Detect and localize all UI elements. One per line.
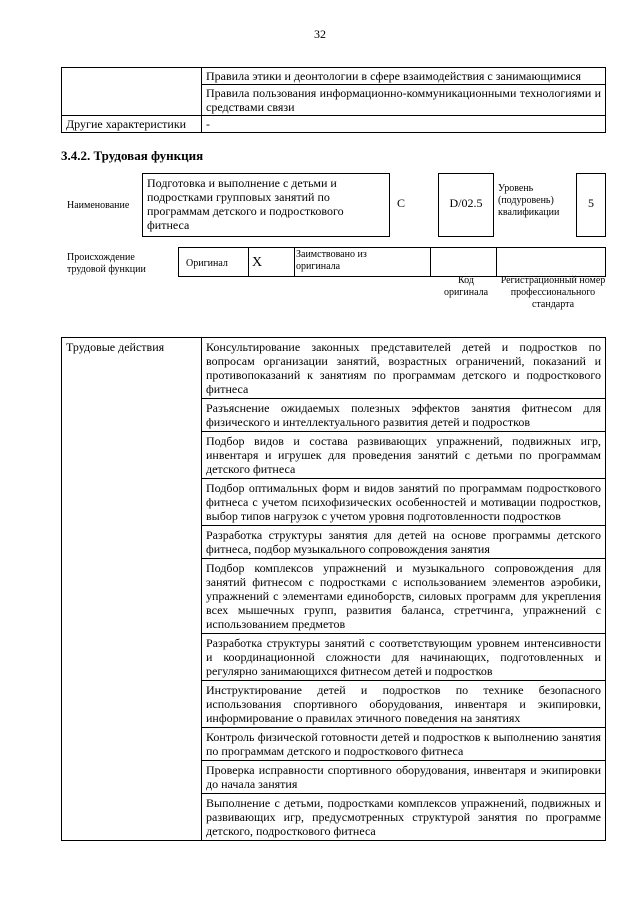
code-letter: C	[397, 196, 406, 210]
labor-action-item: Инструктирование детей и подростков по технике безопасного использования спортивного оборудования, инвентаря и экипировки, информирование о правилах этичного поведения на занятиях	[202, 681, 606, 728]
page-number: 32	[314, 27, 326, 41]
labor-actions-table	[61, 337, 606, 841]
labor-action-item: Разъяснение ожидаемых полезных эффектов занятия фитнесом для физического и интеллектуального развития детей и подростков	[202, 399, 606, 432]
table-row	[62, 338, 606, 399]
table-cell-label	[62, 85, 202, 116]
origin-mark: X	[252, 255, 263, 270]
origin-cell-code	[431, 248, 497, 276]
labor-action-item: Проверка исправности спортивного оборудования, инвентаря и экипировки до начала занятия	[202, 761, 606, 794]
labor-action-item: Разработка структуры занятий с соответствующим уровнем интенсивности и координационной сложности для начинающих, подготовленных и регулярно занимающихся фитнесом детей и подростков	[202, 634, 606, 681]
table-cell-value: Правила пользования информационно-коммуникационными технологиями и средствами связи	[202, 85, 606, 116]
table-row	[62, 116, 606, 133]
level-value-box: 5	[576, 173, 606, 237]
table-row	[62, 85, 606, 116]
table-cell-value: Правила этики и деонтологии в сфере взаимодействия с занимающимися	[202, 68, 606, 85]
labor-action-item: Подбор комплексов упражнений и музыкального сопровождения для занятий фитнесом с подростками с использованием элементов аэробики, упражнений с элементами единоборств, силовых программ для укрепления всех мышечных групп, развития баланса, стретчинга, упражнений с использованием предметов	[202, 559, 606, 634]
function-name-box: Подготовка и выполнение с детьми и подростками групповых занятий по программам детского и подросткового фитнеса	[142, 173, 390, 237]
labor-action-item: Разработка структуры занятия для детей на основе программы детского фитнеса, подбор музыкального сопровождения занятия	[202, 526, 606, 559]
code-original-caption: Код оригинала	[443, 275, 489, 298]
table-cell-value: -	[202, 116, 606, 133]
labor-action-item: Подбор оптимальных форм и видов занятий по программам подросткового фитнеса с учетом психофизических особенностей и мотивации подростков, выбор типов нагрузок с учетом уровня подготовленности подростков	[202, 479, 606, 526]
labor-action-item: Консультирование законных представителей детей и подростков по вопросам организации занятий, возрастных ограничений, показаний и противопоказаний к занятиям по программам детского и подросткового фитнеса	[202, 338, 606, 399]
labor-action-item: Выполнение с детьми, подростками комплексов упражнений, подвижных и развивающих игр, предусмотренных структурой занятия по программе детского, подросткового фитнеса	[202, 794, 606, 841]
labor-action-item: Контроль физической готовности детей и подростков к выполнению занятия по программам детского и подросткового фитнеса	[202, 728, 606, 761]
function-code-box: D/02.5	[438, 173, 494, 237]
labor-action-item: Подбор видов и состава развивающих упражнений, подвижных игр, инвентаря и игрушек для проведения занятий с детьми по программам детского фитнеса	[202, 432, 606, 479]
origin-borrowed-text: Заимствовано из оригинала	[296, 249, 367, 272]
table-cell-label	[62, 68, 202, 85]
origin-label: Происхождение трудовой функции	[67, 252, 146, 275]
section-title: 3.4.2. Трудовая функция	[61, 148, 204, 163]
origin-original-text: Оригинал	[186, 258, 228, 269]
table-row	[62, 68, 606, 85]
table-cell-label: Другие характеристики	[62, 116, 202, 133]
level-label: Уровень (подуровень) квалификации	[498, 183, 560, 218]
top-table	[61, 67, 606, 133]
name-label: Наименование	[67, 200, 130, 211]
reg-number-caption: Регистрационный номер профессионального стандарта	[500, 275, 606, 310]
labor-actions-label: Трудовые действия	[62, 338, 202, 841]
